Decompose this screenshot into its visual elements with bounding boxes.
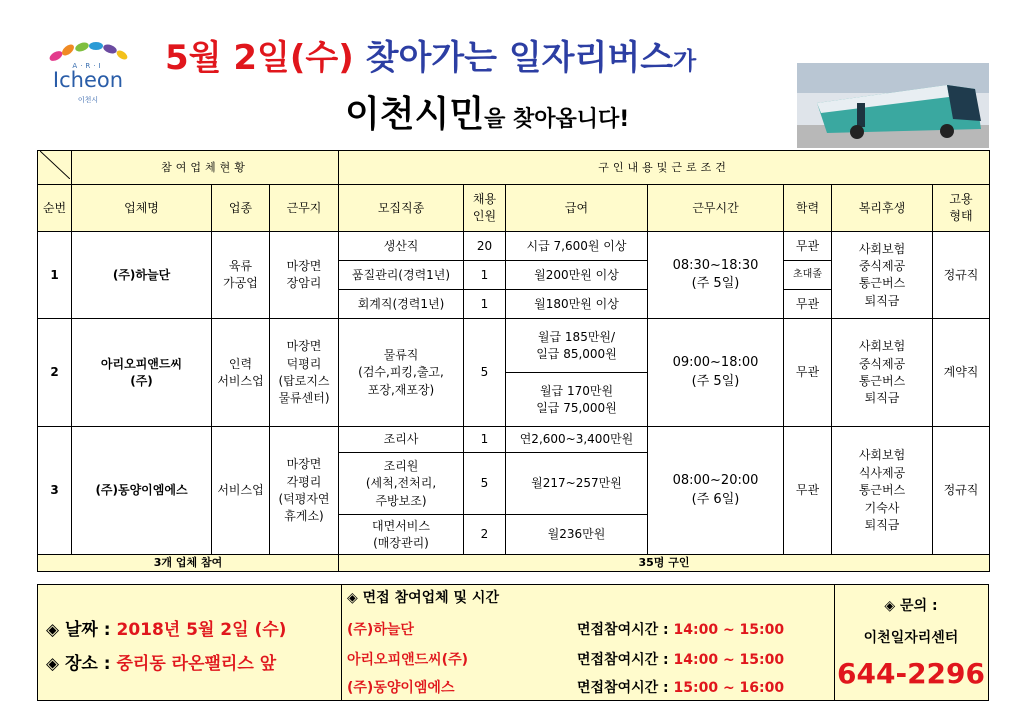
bus-photo [797, 63, 989, 148]
row3-no: 3 [38, 427, 72, 555]
date-value: 2018년 5월 2일 (수) [116, 620, 287, 640]
col-location: 근무지 [270, 185, 339, 232]
interview-time-value: 14:00 ~ 15:00 [673, 622, 785, 638]
row3-pay-1: 연2,600~3,400만원 [506, 427, 648, 453]
row1-hours: 08:30~18:30 (주 5일) [648, 232, 784, 319]
title-particle: 가 [673, 47, 697, 75]
interview-time-label: 면접참여시간 : [577, 680, 674, 696]
row1-count-3: 1 [464, 290, 506, 319]
place-label: ◈ 장소 : [46, 654, 117, 674]
interview-time-label: 면접참여시간 : [577, 652, 674, 668]
interview-company: (주)동양이엠에스 [347, 680, 455, 696]
row3-pay-2: 월217~257만원 [506, 453, 648, 515]
row3-industry: 서비스업 [212, 427, 270, 555]
row3-edu: 무관 [784, 427, 832, 555]
total-hires: 35명 구인 [339, 555, 990, 572]
row3-company: (주)동양이엠에스 [72, 427, 212, 555]
logo-sub: 이천시 [77, 96, 99, 104]
row3-hours: 08:00~20:00 (주 6일) [648, 427, 784, 555]
col-count: 채용 인원 [464, 185, 506, 232]
title-date: 5월 2일(수) [165, 38, 354, 78]
row1-job-1: 생산직 [339, 232, 464, 261]
row3-job-2: 조리원 (세척,전처리, 주방보조) [339, 453, 464, 515]
place-value: 중리동 라온팰리스 앞 [116, 654, 277, 674]
row3-count-1: 1 [464, 427, 506, 453]
date-label: ◈ 날짜 : [46, 620, 117, 640]
contact-label: ◈ 문의 : [884, 598, 938, 614]
row2-welfare: 사회보험 중식제공 통근버스 퇴직금 [832, 319, 933, 427]
row3-count-3: 2 [464, 515, 506, 555]
title-line-1 [165, 30, 696, 79]
row2-pay-2: 월급 170만원 일급 75,000원 [506, 373, 648, 427]
job-table [37, 150, 990, 572]
table-corner [38, 151, 72, 185]
row1-pay-2: 월200만원 이상 [506, 261, 648, 290]
logo-name: Icheon [52, 68, 124, 92]
col-industry: 업종 [212, 185, 270, 232]
row2-emp: 계약직 [933, 319, 990, 427]
interview-time [577, 677, 784, 697]
row2-location: 마장면 덕평리 (탑로지스 물류센터) [270, 319, 339, 427]
row1-no: 1 [38, 232, 72, 319]
interview-time [577, 649, 784, 669]
interview-row [347, 619, 827, 639]
row3-job-3: 대면서비스 (매장관리) [339, 515, 464, 555]
contact-center: 이천일자리센터 [863, 630, 959, 646]
row3-emp: 정규직 [933, 427, 990, 555]
group-header-conditions: 구인내용및근로조건 [339, 151, 990, 185]
row3-pay-3: 월236만원 [506, 515, 648, 555]
interview-time [577, 619, 784, 639]
row1-edu-3: 무관 [784, 290, 832, 319]
date-place-panel [38, 585, 342, 700]
row1-emp: 정규직 [933, 232, 990, 319]
row1-welfare: 사회보험 중식제공 통근버스 퇴직금 [832, 232, 933, 319]
row2-industry: 인력 서비스업 [212, 319, 270, 427]
row1-location: 마장면 장암리 [270, 232, 339, 319]
row3-location: 마장면 각평리 (덕평자연 휴게소) [270, 427, 339, 555]
row2-count: 5 [464, 319, 506, 427]
total-companies: 3개 업체 참여 [38, 555, 339, 572]
row3-welfare: 사회보험 식사제공 통근버스 기숙사 퇴직금 [832, 427, 933, 555]
row1-edu-1: 무관 [784, 232, 832, 261]
interview-title: ◈ 면접 참여업체 및 시간 [347, 590, 499, 606]
place-line [46, 649, 276, 674]
row2-no: 2 [38, 319, 72, 427]
row1-job-3: 회계직(경력1년) [339, 290, 464, 319]
row3-count-2: 5 [464, 453, 506, 515]
date-line [46, 615, 286, 640]
contact-phone: 644-2296 [837, 657, 985, 690]
contact-panel [834, 585, 988, 700]
row2-edu: 무관 [784, 319, 832, 427]
icheon-logo [38, 40, 138, 110]
row1-job-2: 품질관리(경력1년) [339, 261, 464, 290]
logo-mark-icon [46, 40, 132, 64]
col-edu: 학력 [784, 185, 832, 232]
interview-panel [341, 585, 835, 700]
col-pay: 급여 [506, 185, 648, 232]
row1-count-1: 20 [464, 232, 506, 261]
col-welfare: 복리후생 [832, 185, 933, 232]
group-header-companies: 참여업체현황 [72, 151, 339, 185]
row2-pay-1: 월급 185만원/ 일급 85,000원 [506, 319, 648, 373]
logo-ari: A·R·I [72, 62, 104, 70]
interview-time-label: 면접참여시간 : [577, 622, 674, 638]
col-job: 모집직종 [339, 185, 464, 232]
col-emp: 고용 형태 [933, 185, 990, 232]
interview-row [347, 677, 827, 697]
title-line-2 [345, 86, 629, 137]
row1-company: (주)하늘단 [72, 232, 212, 319]
col-company: 업체명 [72, 185, 212, 232]
row1-industry: 육류 가공업 [212, 232, 270, 319]
event-info-box [37, 584, 989, 701]
row1-count-2: 1 [464, 261, 506, 290]
interview-time-value: 15:00 ~ 16:00 [673, 680, 785, 696]
col-hours: 근무시간 [648, 185, 784, 232]
row2-hours: 09:00~18:00 (주 5일) [648, 319, 784, 427]
row3-job-1: 조리사 [339, 427, 464, 453]
col-no: 순번 [38, 185, 72, 232]
row2-company: 아리오피앤드씨 (주) [72, 319, 212, 427]
interview-company: (주)하늘단 [347, 622, 414, 638]
row1-pay-1: 시급 7,600원 이상 [506, 232, 648, 261]
diagonal-line-icon [40, 151, 70, 179]
row1-edu-2: 초대졸 [784, 261, 832, 290]
interview-company: 아리오피앤드씨(주) [347, 652, 468, 668]
title-bus: 찾아가는 일자리버스 [365, 38, 674, 78]
interview-row [347, 649, 827, 669]
interview-time-value: 14:00 ~ 15:00 [673, 652, 785, 668]
title-citizens: 이천시민 [345, 94, 485, 135]
row2-job: 물류직 (검수,피킹,출고, 포장,재포장) [339, 319, 464, 427]
title-tail: 을 찾아옵니다! [484, 107, 630, 132]
row1-pay-3: 월180만원 이상 [506, 290, 648, 319]
